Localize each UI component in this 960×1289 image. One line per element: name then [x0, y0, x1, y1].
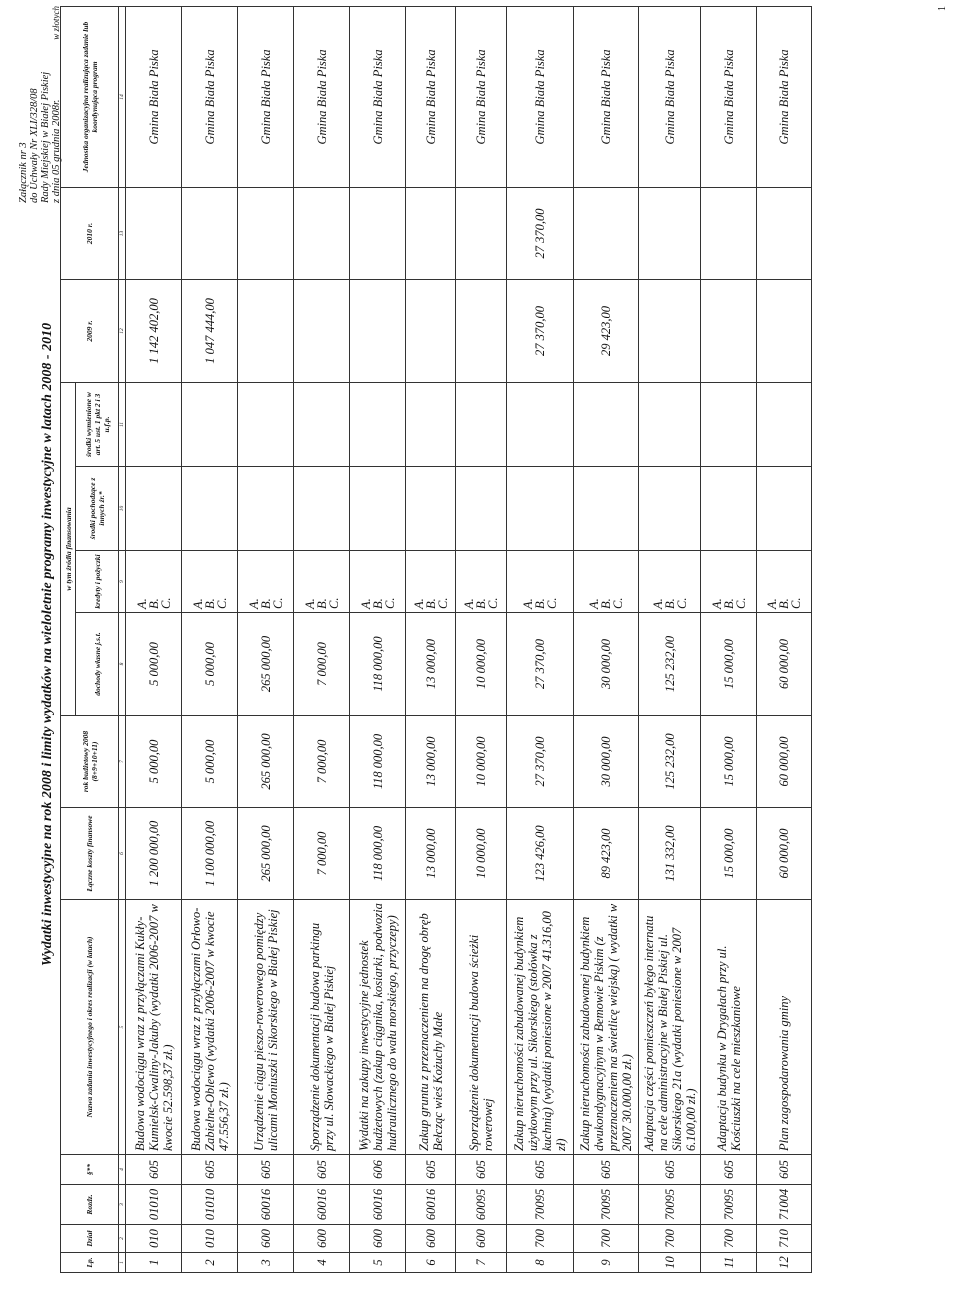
row-lp: 1: [126, 1253, 182, 1273]
table-row: [350, 6, 406, 1272]
row-unit: Gmina Biała Piska: [456, 6, 507, 187]
abc-label: B.: [146, 598, 161, 609]
abc-label: C.: [158, 597, 173, 609]
row-task-name: Plan zagospodarowania gminy: [757, 900, 812, 1155]
header-total-cost: Łączne koszty finansowe: [61, 808, 119, 900]
row-paragraph: 605: [182, 1155, 238, 1185]
column-number: 4: [119, 1155, 126, 1185]
attachment-line: do Uchwały Nr XLI/328/08: [29, 88, 40, 203]
row-other-sources: [757, 467, 812, 551]
row-own-income: 13 000,00: [406, 613, 456, 716]
row-dzial: 600: [456, 1225, 507, 1253]
row-limit-2009: [757, 279, 812, 382]
column-number: 6: [119, 808, 126, 900]
document-title: Wydatki inwestycyjne na rok 2008 i limity wydatków na wieloletnie programy inwestycyjne w latach 2008 - 2010: [40, 322, 55, 967]
abc-label: A.: [358, 598, 373, 609]
row-unit: Gmina Biała Piska: [238, 6, 294, 187]
row-task-name: Zakup nieruchomości zabudowanej budynkiem użytkowym przy ul. Sikorskiego (stołówka z kuchnią) (wydatki poniesione w 2007 41.316,00 zł): [507, 900, 574, 1155]
row-dzial: 700: [507, 1225, 574, 1253]
row-limit-2009: 1 047 444,00: [182, 279, 238, 382]
row-lp: 5: [350, 1253, 406, 1273]
investment-table: [60, 6, 812, 1273]
row-rozdz: 01010: [182, 1185, 238, 1225]
row-paragraph: 605: [574, 1155, 639, 1185]
row-unit: Gmina Biała Piska: [350, 6, 406, 187]
row-task-name: Adaptacja budynku w Drygałach przy ul. Kościuszki na cele mieszkaniowe: [701, 900, 757, 1155]
row-budget-2008: 15 000,00: [701, 716, 757, 808]
abc-label: C.: [733, 597, 748, 609]
column-number: 3: [119, 1185, 126, 1225]
abc-labels: [182, 551, 238, 613]
row-rozdz: 60016: [238, 1185, 294, 1225]
row-limit-2009: [701, 279, 757, 382]
row-own-income: 10 000,00: [456, 613, 507, 716]
header-loans: kredyty i pożyczki: [76, 551, 119, 613]
abc-label: B.: [777, 598, 791, 609]
row-rozdz: 70095: [507, 1185, 574, 1225]
row-unit: Gmina Biała Piska: [406, 6, 456, 187]
row-lp: 4: [294, 1253, 350, 1273]
abc-label: A.: [650, 598, 665, 609]
column-number: 14: [119, 6, 126, 187]
row-own-income: 27 370,00: [507, 613, 574, 716]
table-row: [639, 6, 701, 1272]
row-other-sources: [507, 467, 574, 551]
header-dzial: Dział: [61, 1225, 119, 1253]
column-number: 7: [119, 716, 126, 808]
row-art5-funds: [294, 382, 350, 466]
row-limit-2009: [456, 279, 507, 382]
column-number: 11: [119, 382, 126, 466]
row-budget-2008: 13 000,00: [406, 716, 456, 808]
table-row: [238, 6, 294, 1272]
row-rozdz: 70095: [574, 1185, 639, 1225]
row-paragraph: 605: [294, 1155, 350, 1185]
table-row: [182, 6, 238, 1272]
abc-label: B.: [258, 598, 273, 609]
row-limit-2009: [238, 279, 294, 382]
abc-label: A.: [134, 598, 149, 609]
row-own-income: 30 000,00: [574, 613, 639, 716]
abc-labels: [456, 551, 507, 613]
row-total-cost: 123 426,00: [507, 808, 574, 900]
column-number: 9: [119, 551, 126, 613]
row-limit-2009: [639, 279, 701, 382]
row-unit: Gmina Biała Piska: [574, 6, 639, 187]
table-row: [757, 6, 812, 1272]
row-task-name: Zakup gruntu z przeznaczeniem na drogę obręb Bełcząc wieś Kożuchy Małe: [406, 900, 456, 1155]
abc-label: B.: [721, 598, 736, 609]
row-dzial: 010: [126, 1225, 182, 1253]
row-rozdz: 01010: [126, 1185, 182, 1225]
row-paragraph: 605: [507, 1155, 574, 1185]
row-task-name: Zakup nieruchomości zabudowanej budynkiem dwukondygnacyjnym w Bemowie Piskim (z przeznaczeniem na świetlicę wiejską) ( wydatki w 2007 30.000,00 zł.): [574, 900, 639, 1155]
row-rozdz: 60016: [350, 1185, 406, 1225]
row-total-cost: 60 000,00: [757, 808, 812, 900]
row-total-cost: 7 000,00: [294, 808, 350, 900]
row-limit-2010: [238, 187, 294, 279]
row-total-cost: 265 000,00: [238, 808, 294, 900]
row-own-income: 60 000,00: [757, 613, 812, 716]
abc-labels: [406, 551, 456, 613]
row-dzial: 710: [757, 1225, 812, 1253]
row-rozdz: 71004: [757, 1185, 812, 1225]
header-2009: 2009 r.: [61, 279, 119, 382]
attachment-line: Załącznik nr 3: [18, 142, 29, 203]
row-own-income: 5 000,00: [126, 613, 182, 716]
abc-label: C.: [545, 597, 559, 609]
abc-label: B.: [423, 598, 438, 609]
row-budget-2008: 125 232,00: [639, 716, 701, 808]
abc-labels: [126, 551, 182, 613]
abc-labels: [757, 551, 812, 613]
row-total-cost: 15 000,00: [701, 808, 757, 900]
column-number: 8: [119, 613, 126, 716]
row-total-cost: 118 000,00: [350, 808, 406, 900]
row-other-sources: [182, 467, 238, 551]
row-own-income: 7 000,00: [294, 613, 350, 716]
row-other-sources: [294, 467, 350, 551]
row-limit-2010: [406, 187, 456, 279]
row-budget-2008: 10 000,00: [456, 716, 507, 808]
row-budget-2008: 60 000,00: [757, 716, 812, 808]
row-budget-2008: 27 370,00: [507, 716, 574, 808]
row-dzial: 600: [350, 1225, 406, 1253]
attachment-line: Rady Miejskiej w Białej Piskiej: [40, 71, 51, 203]
row-paragraph: 605: [406, 1155, 456, 1185]
abc-label: B.: [662, 598, 677, 609]
row-task-name: Budowa wodociągu wraz z przyłączami Orłowo-Zabielne-Oblewo (wydatki 2006-2007 w kwocie 47.556,37 zł.): [182, 900, 238, 1155]
row-paragraph: 605: [456, 1155, 507, 1185]
row-dzial: 600: [294, 1225, 350, 1253]
abc-label: A.: [462, 598, 476, 609]
table-body: [126, 6, 812, 1272]
row-other-sources: [574, 467, 639, 551]
column-number: 10: [119, 467, 126, 551]
row-limit-2010: [350, 187, 406, 279]
row-dzial: 700: [574, 1225, 639, 1253]
header-budget-year: rok budżetowy 2008 (8+9+10+11): [61, 716, 119, 808]
row-paragraph: 605: [757, 1155, 812, 1185]
abc-label: C.: [270, 597, 285, 609]
row-limit-2010: [456, 187, 507, 279]
header-2010: 2010 r.: [61, 187, 119, 279]
abc-label: C.: [435, 597, 450, 609]
row-task-name: Wydatki na zakupy inwestycyjne jednostek budżetowych (zakup ciągnika, kosiarki, podwozia hudraulicznego do wału morskiego, przyczepy): [350, 900, 406, 1155]
abc-label: A.: [190, 598, 205, 609]
row-task-name: Sporządzenie dokumentacji budowa ścieżki rowerowej: [456, 900, 507, 1155]
column-number: 1: [119, 1253, 126, 1273]
table-row: [507, 6, 574, 1272]
row-art5-funds: [456, 382, 507, 466]
row-unit: Gmina Biała Piska: [507, 6, 574, 187]
row-total-cost: 1 100 000,00: [182, 808, 238, 900]
row-rozdz: 60016: [406, 1185, 456, 1225]
abc-label: C.: [674, 597, 689, 609]
column-number: 2: [119, 1225, 126, 1253]
row-budget-2008: 118 000,00: [350, 716, 406, 808]
row-rozdz: 60016: [294, 1185, 350, 1225]
row-art5-funds: [701, 382, 757, 466]
row-paragraph: 605: [701, 1155, 757, 1185]
row-rozdz: 70095: [701, 1185, 757, 1225]
row-art5-funds: [350, 382, 406, 466]
row-unit: Gmina Biała Piska: [639, 6, 701, 187]
abc-labels: [350, 551, 406, 613]
abc-labels: [507, 551, 574, 613]
row-lp: 6: [406, 1253, 456, 1273]
row-limit-2009: [294, 279, 350, 382]
row-lp: 12: [757, 1253, 812, 1273]
row-limit-2010: [126, 187, 182, 279]
abc-label: B.: [202, 598, 217, 609]
row-other-sources: [456, 467, 507, 551]
row-limit-2010: [182, 187, 238, 279]
table-row: [574, 6, 639, 1272]
header-paragraph: §**: [61, 1155, 119, 1185]
row-task-name: Budowa wodociągu wraz z przyłączami Kukły-Kumielsk-Cwaliny-Jakuby (wydatki 2006-2007 w kwocie 52.598,37 zł.): [126, 900, 182, 1155]
abc-label: C.: [382, 597, 397, 609]
row-rozdz: 70095: [639, 1185, 701, 1225]
column-number: 13: [119, 187, 126, 279]
row-limit-2009: 29 423,00: [574, 279, 639, 382]
row-limit-2009: 27 370,00: [507, 279, 574, 382]
row-lp: 8: [507, 1253, 574, 1273]
row-dzial: 600: [406, 1225, 456, 1253]
row-total-cost: 131 332,00: [639, 808, 701, 900]
row-lp: 7: [456, 1253, 507, 1273]
row-limit-2010: [701, 187, 757, 279]
row-task-name: Sporządzenie dokumentacji budowa parkingu przy ul. Słowackiego w Białej Piskiej: [294, 900, 350, 1155]
row-own-income: 15 000,00: [701, 613, 757, 716]
abc-labels: [294, 551, 350, 613]
row-rozdz: 60095: [456, 1185, 507, 1225]
abc-label: C.: [214, 597, 229, 609]
row-paragraph: 606: [350, 1155, 406, 1185]
abc-label: A.: [246, 598, 261, 609]
row-own-income: 118 000,00: [350, 613, 406, 716]
column-number: 5: [119, 900, 126, 1155]
currency-unit: w złotych: [51, 6, 61, 40]
row-other-sources: [406, 467, 456, 551]
row-paragraph: 605: [238, 1155, 294, 1185]
row-dzial: 600: [238, 1225, 294, 1253]
header-other-sources: środki pochodzące z innych źr.*: [76, 467, 119, 551]
row-art5-funds: [406, 382, 456, 466]
row-limit-2009: [406, 279, 456, 382]
header-lp: Lp.: [61, 1253, 119, 1273]
row-lp: 9: [574, 1253, 639, 1273]
row-budget-2008: 5 000,00: [182, 716, 238, 808]
row-unit: Gmina Biała Piska: [182, 6, 238, 187]
row-limit-2010: [757, 187, 812, 279]
row-own-income: 265 000,00: [238, 613, 294, 716]
column-number-row: [119, 6, 126, 1272]
row-unit: Gmina Biała Piska: [701, 6, 757, 187]
table-row: [456, 6, 507, 1272]
column-number: 12: [119, 279, 126, 382]
row-paragraph: 605: [126, 1155, 182, 1185]
abc-labels: [639, 551, 701, 613]
row-art5-funds: [182, 382, 238, 466]
abc-label: A.: [411, 598, 426, 609]
row-dzial: 700: [639, 1225, 701, 1253]
table-row: [701, 6, 757, 1272]
row-dzial: 010: [182, 1225, 238, 1253]
header-sources: w tym źródła finansowania: [61, 382, 76, 715]
row-limit-2010: [639, 187, 701, 279]
row-unit: Gmina Biała Piska: [126, 6, 182, 187]
abc-labels: [701, 551, 757, 613]
row-lp: 2: [182, 1253, 238, 1273]
row-dzial: 700: [701, 1225, 757, 1253]
abc-label: C.: [486, 597, 500, 609]
abc-label: B.: [370, 598, 385, 609]
abc-labels: [574, 551, 639, 613]
abc-label: A.: [765, 598, 779, 609]
row-limit-2010: [574, 187, 639, 279]
row-limit-2010: [294, 187, 350, 279]
row-budget-2008: 30 000,00: [574, 716, 639, 808]
row-budget-2008: 7 000,00: [294, 716, 350, 808]
page-number: 1: [937, 6, 948, 11]
row-lp: 10: [639, 1253, 701, 1273]
row-limit-2009: [350, 279, 406, 382]
row-art5-funds: [639, 382, 701, 466]
table-row: [406, 6, 456, 1272]
row-total-cost: 1 200 000,00: [126, 808, 182, 900]
abc-label: A.: [709, 598, 724, 609]
row-total-cost: 13 000,00: [406, 808, 456, 900]
row-task-name: Urządzenie ciągu pieszo-rowerowego pomiędzy ulicami Moniuszki i Sikorskiego w Białej Piskiej: [238, 900, 294, 1155]
attachment-line: z dnia 05 grudnia 2008r.: [51, 99, 62, 203]
row-budget-2008: 265 000,00: [238, 716, 294, 808]
row-total-cost: 89 423,00: [574, 808, 639, 900]
row-art5-funds: [126, 382, 182, 466]
header-task-name: Nazwa zadania inwestycyjnego i okres realizacji (w latach): [61, 900, 119, 1155]
row-unit: Gmina Biała Piska: [294, 6, 350, 187]
row-art5-funds: [507, 382, 574, 466]
abc-label: B.: [474, 598, 488, 609]
row-own-income: 5 000,00: [182, 613, 238, 716]
header-unit: Jednostka organizacyjna realizująca zadanie lub koordynująca program: [61, 6, 119, 187]
row-art5-funds: [574, 382, 639, 466]
row-task-name: Adaptacja części pomieszczeń byłego internatu na cele administracyjne w Białej Piskiej ul. Sikorskiego 21a (wydatki poniesione w 2007 6.100,00 zł.): [639, 900, 701, 1155]
row-other-sources: [238, 467, 294, 551]
table-row: [126, 6, 182, 1272]
header-art5-funds: środki wymienione w art. 5 ust. 1 pkt 2 i 3 u.f.p.: [76, 382, 119, 466]
abc-labels: [238, 551, 294, 613]
row-paragraph: 605: [639, 1155, 701, 1185]
row-lp: 3: [238, 1253, 294, 1273]
abc-label: C.: [789, 597, 803, 609]
abc-label: A.: [587, 598, 601, 609]
row-other-sources: [701, 467, 757, 551]
row-lp: 11: [701, 1253, 757, 1273]
row-art5-funds: [757, 382, 812, 466]
row-unit: Gmina Biała Piska: [757, 6, 812, 187]
row-other-sources: [350, 467, 406, 551]
table-row: [294, 6, 350, 1272]
row-budget-2008: 5 000,00: [126, 716, 182, 808]
abc-label: B.: [599, 598, 613, 609]
abc-label: B.: [533, 598, 547, 609]
header-own-income: dochody własne j.s.t.: [76, 613, 119, 716]
row-limit-2009: 1 142 402,00: [126, 279, 182, 382]
row-other-sources: [126, 467, 182, 551]
abc-label: A.: [302, 598, 317, 609]
row-limit-2010: 27 370,00: [507, 187, 574, 279]
header-rozdz: Rozdz.: [61, 1185, 119, 1225]
abc-label: C.: [611, 597, 625, 609]
row-total-cost: 10 000,00: [456, 808, 507, 900]
row-own-income: 125 232,00: [639, 613, 701, 716]
row-other-sources: [639, 467, 701, 551]
abc-label: B.: [314, 598, 329, 609]
row-art5-funds: [238, 382, 294, 466]
abc-label: C.: [326, 597, 341, 609]
abc-label: A.: [521, 598, 535, 609]
